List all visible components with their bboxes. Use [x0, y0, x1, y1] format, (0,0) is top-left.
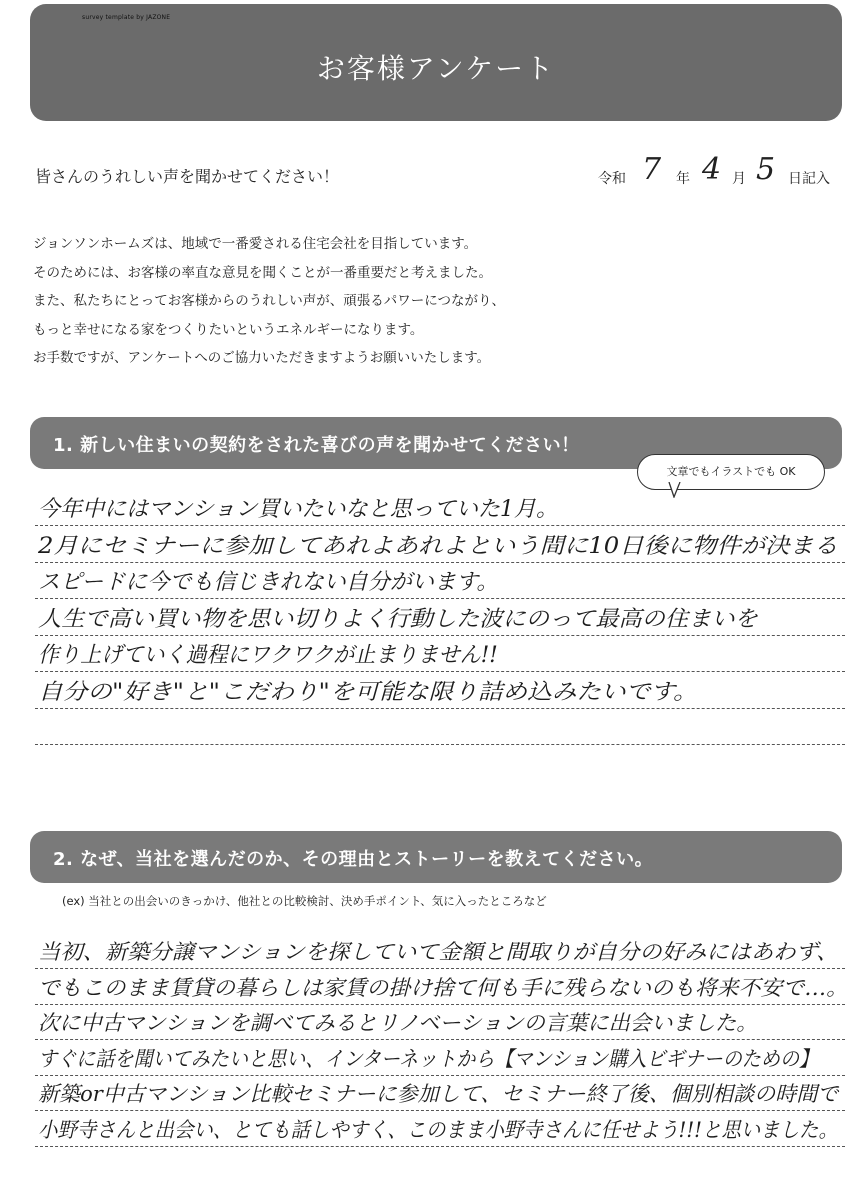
- answer-rule-line: [35, 671, 845, 672]
- handwritten-answer-line: 新築or中古マンション比較セミナーに参加して、セミナー終了後、個別相談の時間で: [38, 1082, 839, 1106]
- title-banner: [30, 4, 842, 121]
- handwritten-answer-line: スピードに今でも信じきれない自分がいます。: [38, 570, 499, 595]
- year-label: 年: [676, 171, 690, 187]
- intro-line: そのためには、お客様の率直な意見を聞くことが一番重要だと考えました。: [33, 264, 492, 281]
- answer-rule-line: [35, 562, 845, 563]
- answer-rule-line: [35, 635, 845, 636]
- handwritten-answer-line: 自分の"好き"と"こだわり"を可能な限り詰め込みたいです。: [38, 679, 698, 705]
- handwritten-answer-line: 小野寺さんと出会い、とても話しやすく、このまま小野寺さんに任せよう!!!と思いました。: [38, 1117, 838, 1142]
- month-label: 月: [732, 171, 746, 187]
- answer-rule-line: [35, 708, 845, 709]
- answer-rule-line: [35, 1039, 845, 1040]
- intro-line: お手数ですが、アンケートへのご協力いただきますようお願いいたします。: [33, 350, 491, 366]
- section1-heading: 1. 新しい住まいの契約をされた喜びの声を聞かせてください！: [53, 435, 580, 456]
- handwritten-answer-line: すぐに話を聞いてみたいと思い、インターネットから【マンション購入ビギナーのための】: [38, 1046, 819, 1071]
- handwritten-answer-line: 作り上げていく過程にワクワクが止まりません!!: [38, 643, 498, 668]
- intro-line: もっと幸せになる家をつくりたいというエネルギーになります。: [33, 321, 424, 338]
- intro-paragraph: [33, 234, 505, 377]
- greeting-text: 皆さんのうれしい声を聞かせてください！: [35, 167, 340, 186]
- intro-line: ジョンソンホームズは、地域で一番愛される住宅会社を目指しています。: [33, 236, 478, 252]
- template-credit: survey template by JAZONE: [82, 14, 171, 21]
- month-value: 4: [702, 152, 722, 187]
- answer-rule-line: [35, 968, 845, 969]
- answer-rule-line: [35, 1146, 845, 1147]
- intro-line: また、私たちにとってお客様からのうれしい声が、頑張るパワーにつながり、: [33, 293, 505, 309]
- answer-rule-line: [35, 525, 845, 526]
- handwritten-answer-line: 当初、新築分譲マンションを探していて金額と間取りが自分の好みにはあわず、: [38, 940, 839, 964]
- answer-rule-line: [35, 1004, 845, 1005]
- speech-bubble: 文章でもイラストでも OK: [637, 454, 825, 490]
- example-note: (ex) 当社との出会いのきっかけ、他社との比較検討、決め手ポイント、気に入ったところなど: [62, 894, 547, 908]
- year-value: 7: [642, 152, 662, 187]
- day-label: 日記入: [788, 171, 830, 187]
- section2-header: [30, 831, 842, 883]
- answer-rule-line: [35, 744, 845, 745]
- speech-bubble-tail: [668, 482, 682, 498]
- handwritten-answer-line: 次に中古マンションを調べてみるとリノベーションの言葉に出会いました。: [38, 1011, 758, 1035]
- handwritten-answer-line: 人生で高い買い物を思い切りよく行動した波にのって最高の住まいを: [38, 606, 758, 632]
- handwritten-answer-line: でもこのまま賃貸の暮らしは家賃の掛け捨て何も手に残らないのも将来不安で…。: [38, 975, 848, 1000]
- page-title: お客様アンケート: [316, 52, 556, 85]
- date-field: [598, 152, 858, 192]
- answer-rule-line: [35, 1075, 845, 1076]
- answer-rule-line: [35, 1110, 845, 1111]
- handwritten-answer-line: 今年中にはマンション買いたいなと思っていた1月。: [38, 497, 559, 522]
- day-value: 5: [756, 152, 776, 187]
- era-label: 令和: [598, 171, 626, 187]
- section2-heading: 2. なぜ、当社を選んだのか、その理由とストーリーを教えてください。: [53, 849, 654, 870]
- handwritten-answer-line: 2月にセミナーに参加してあれよあれよという間に10日後に物件が決まる: [38, 533, 838, 559]
- answer-rule-line: [35, 598, 845, 599]
